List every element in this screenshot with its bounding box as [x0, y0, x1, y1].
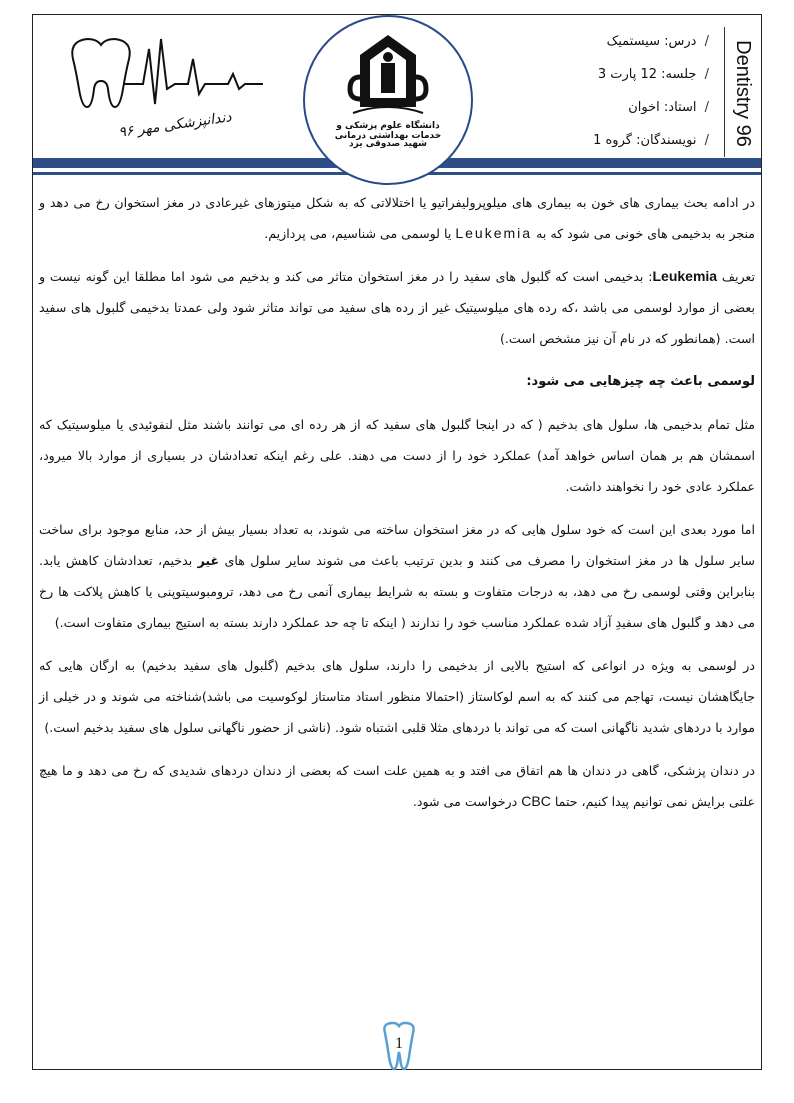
- paragraph-intro: در ادامه بحث بیماری های خون به بیماری های میلوپرولیفراتیو یا اختلالاتی که به شکل میتوزهای غیرعادی در مغز استخوان رخ می دهد و منجر به بدخیمی های خونی می شود که به Leukemia یا لوسمی می شناسیم، می پردازیم.: [39, 195, 755, 241]
- paragraph-dentistry: در دندان پزشکی، گاهی در دندان ها هم اتفاق می افتد و به همین علت است که بعضی از دندان دردهای شدیدی که رخ می دهد و ما هیچ علتی برایش نمی توانیم پیدا کنیم، حتما CBC درخواست می شود.: [39, 763, 755, 809]
- section-heading: لوسمی باعث چه چیزهایی می شود:: [526, 374, 755, 389]
- side-label-text: Dentistry 96: [731, 39, 754, 147]
- paragraph-marrow-resources: اما مورد بعدی این است که خود سلول هایی که در مغز استخوان ساخته می شوند، به تعداد بسیار بیش از حد، منابع موجود برای ساخت سایر سلول ها در مغز استخوان را مصرف می کنند و بدین ترتیب باعث می شوند سایر سلول های غیر بدخیم، تعدادشان کاهش یابد. بنابراین وقتی لوسمی رخ می دهد، به درجات متفاوت و بسته به شرایط بیماری آنمی رخ می دهد، ترومبوسیتوپنی یا کاهش پلاکت ها رخ می دهد و گلبول های سفیدِ آزاد شده عملکرد مناسب خود را ندارند ( اینکه تا چه حد عملکرد دارند بسته به استیج بیماری متفاوت است.): [39, 522, 755, 630]
- lecture-info: [509, 31, 709, 163]
- dentistry-logo: [63, 29, 273, 149]
- header: [33, 15, 761, 175]
- info-authors: / نویسندگان: گروه 1: [593, 133, 709, 148]
- dentistry-caption: دندانپزشکی مهر ۹۶: [117, 109, 233, 141]
- page-number: 1: [395, 1035, 403, 1052]
- side-divider: [724, 27, 725, 157]
- term-cbc: CBC: [521, 793, 551, 809]
- paragraph-loss-of-function: مثل تمام بدخیمی ها، سلول های بدخیم ( که در اینجا گلبول های سفید که از هر رده ای می توانند باشند مثل لنفوئیدی یا میلوسیتیک که اسمشان هم بر همان اساس خواهد آمد) عملکرد خود را از دست می دهند. علی رغم اینکه تعدادشان در بسیاری از موارد بالا میرود، عملکرد عادی خود را نخواهند داشت.: [39, 417, 755, 494]
- document-page: [32, 14, 762, 1070]
- university-name: دانشگاه علوم پزشکی و خدمات بهداشتی درمانی: [334, 121, 442, 141]
- paragraph-leukostasis: در لوسمی به ویژه در انواعی که استیج بالایی از بدخیمی را دارند، سلول های بدخیم (گلبول های سفید بدخیم) به ارگان هایی که جایگاهشان نیست، تهاجم می کنند که به اسم لوکاستاز (احتمالا منظور استاد متاستاز لوکوسیت می باشد)شناخته می شوند و در خیلی از موارد با دردهای شدید ناگهانی است که می تواند با دردهای مثلا قلبی اشتباه شود. (ناشی از حضور ناگهانی سلول های سفید بدخیم است.): [39, 658, 755, 735]
- content: [39, 187, 755, 829]
- paragraph-definition: تعریف Leukemia: بدخیمی است که گلبول های سفید را در مغز استخوان متاثر می کند و بدخیم می شود اما مطلقا این گونه نیست و بعضی از موارد لوسمی می باشد ،که رده های میلوسیتیک غیر از رده های سفید می تواند متاثر شود ولی عمدتا بدخیمی گلبول های سفید است. (همانطور که در نام آن نیز مشخص است.): [39, 268, 755, 346]
- tooth-heartbeat-icon: [63, 29, 273, 119]
- university-city: شهید صدوقی یزد: [348, 139, 428, 149]
- term-leukemia: Leukemia: [455, 225, 533, 241]
- university-emblem-icon: [305, 17, 471, 183]
- info-session: / جلسه: 12 پارت 3: [597, 67, 709, 82]
- term-leukemia-bold: Leukemia: [652, 268, 718, 284]
- info-professor: / استاد: اخوان: [628, 100, 709, 115]
- course-side-label: [731, 23, 753, 163]
- info-course: / درس: سیستمیک: [606, 34, 709, 49]
- footer-tooth: [379, 1021, 419, 1071]
- university-logo: [303, 15, 473, 185]
